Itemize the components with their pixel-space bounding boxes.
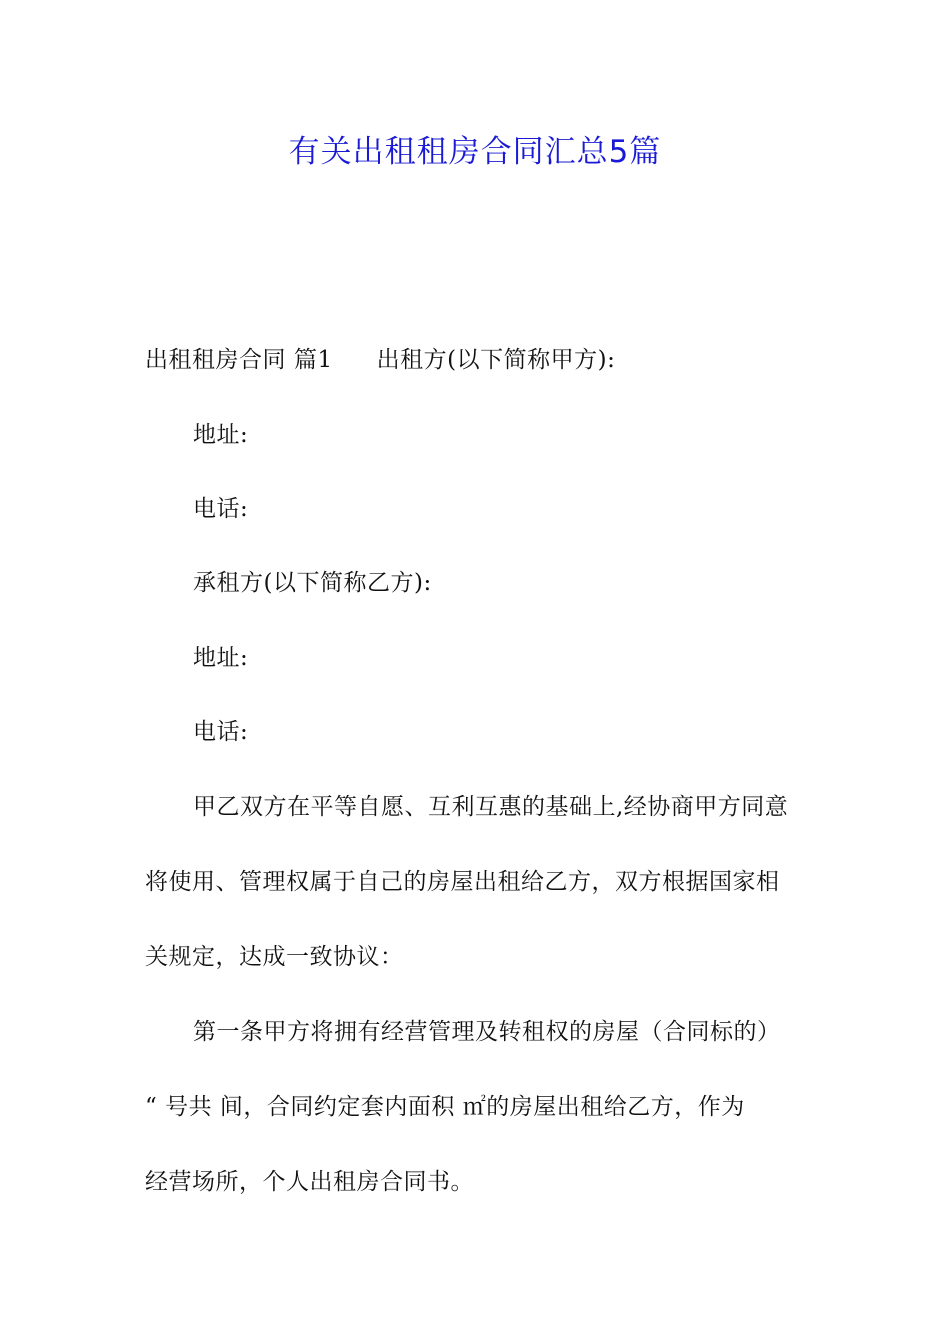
paragraph2-line1: 第一条甲方将拥有经营管理及转租权的房屋（合同标的） — [193, 1019, 781, 1045]
paragraph1-line3: 关规定，达成一致协议： — [145, 944, 404, 970]
section-part: 篇1 — [294, 347, 333, 373]
paragraph1-line2: 将使用、管理权属于自己的房屋出租给乙方，双方根据国家相 — [145, 869, 780, 895]
paragraph2-line3: 经营场所，个人出租房合同书。 — [145, 1169, 474, 1195]
document-title: 有关出租租房合同汇总5篇 — [288, 134, 662, 170]
section-name: 出租租房合同 — [145, 347, 286, 373]
lessee-label: 承租方(以下简称乙方): — [193, 570, 432, 596]
lessor-phone: 电话: — [193, 496, 249, 522]
lessor-address: 地址: — [193, 422, 249, 448]
lessee-phone: 电话: — [193, 719, 249, 745]
paragraph1-line1: 甲乙双方在平等自愿、互利互惠的基础上,经协商甲方同意 — [193, 794, 789, 820]
heading-line — [145, 344, 615, 376]
lessor-label: 出租方(以下简称甲方): — [376, 347, 616, 373]
paragraph2-line2: “ 号共 间，合同约定套内面积 ㎡的房屋出租给乙方，作为 — [145, 1094, 745, 1120]
lessee-address: 地址: — [193, 645, 249, 671]
